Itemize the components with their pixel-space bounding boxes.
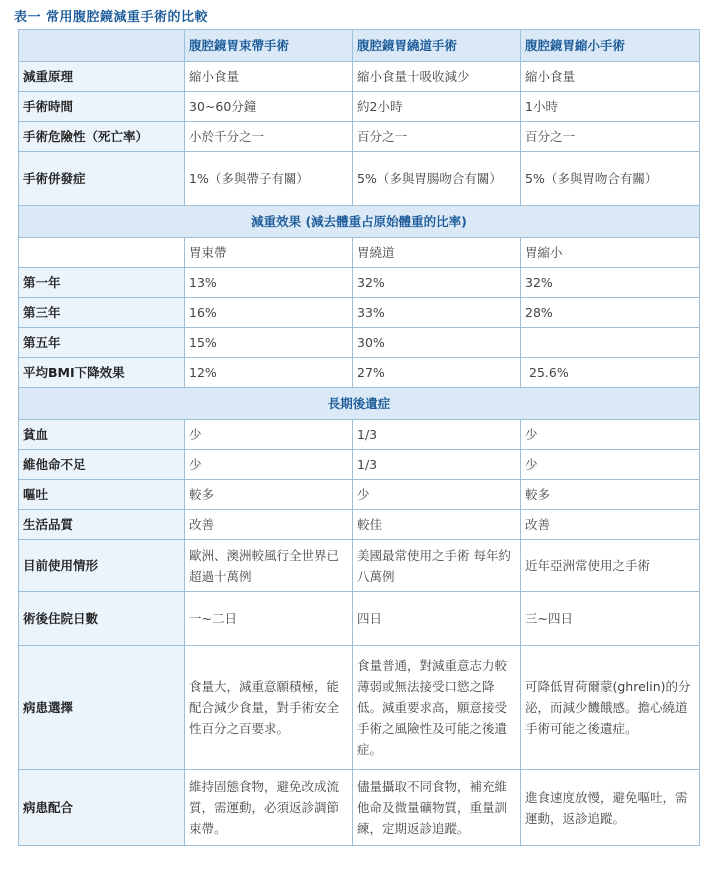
section-header-weight-loss — [19, 206, 700, 238]
row-label: 第五年 — [19, 328, 185, 358]
table-cell: 1/3 — [353, 420, 521, 450]
table-cell: 可降低胃荷爾蒙(ghrelin)的分泌，而減少饑餓感。擔心繞道手術可能之後遺症。 — [521, 646, 700, 770]
table-cell: 較多 — [185, 480, 353, 510]
table-cell: 食量普通，對減重意志力較薄弱或無法接受口慾之降低。減重要求高，願意接受手術之風險性及可能之後遺症。 — [353, 646, 521, 770]
table-row — [19, 92, 700, 122]
table-cell: 15% — [185, 328, 353, 358]
row-label: 手術時間 — [19, 92, 185, 122]
table-cell: 5%（多與胃吻合有關） — [521, 152, 700, 206]
header-corner — [19, 30, 185, 62]
table-cell: 食量大，減重意願積極，能配合減少食量，對手術安全性百分之百要求。 — [185, 646, 353, 770]
table-cell: 百分之一 — [353, 122, 521, 152]
table-row — [19, 268, 700, 298]
column-header-sleeve: 腹腔鏡胃縮小手術 — [521, 30, 700, 62]
table-cell: 30~60分鐘 — [185, 92, 353, 122]
section-title: 減重效果 (減去體重占原始體重的比率) — [19, 206, 700, 238]
row-label: 術後住院日數 — [19, 592, 185, 646]
table-row — [19, 238, 700, 268]
table-row — [19, 358, 700, 388]
row-label: 生活品質 — [19, 510, 185, 540]
table-row — [19, 646, 700, 770]
row-label: 病患選擇 — [19, 646, 185, 770]
table-cell: 少 — [521, 450, 700, 480]
table-row — [19, 770, 700, 846]
table-cell: 1/3 — [353, 450, 521, 480]
table-cell: 少 — [521, 420, 700, 450]
table-cell: 少 — [185, 420, 353, 450]
table-cell: 維持固態食物，避免改成流質，需運動，必須返診調節束帶。 — [185, 770, 353, 846]
table-cell: 三~四日 — [521, 592, 700, 646]
table-cell: 較佳 — [353, 510, 521, 540]
table-cell: 一~二日 — [185, 592, 353, 646]
table-cell: 歐洲、澳洲較風行全世界已超過十萬例 — [185, 540, 353, 592]
table-cell: 12% — [185, 358, 353, 388]
table-cell: 少 — [185, 450, 353, 480]
row-label: 減重原理 — [19, 62, 185, 92]
table-cell: 13% — [185, 268, 353, 298]
table-row — [19, 152, 700, 206]
table-row — [19, 450, 700, 480]
table-cell: 縮小食量 — [521, 62, 700, 92]
table-cell: 5%（多與胃腸吻合有關） — [353, 152, 521, 206]
table-cell: 33% — [353, 298, 521, 328]
table-row — [19, 592, 700, 646]
table-cell: 美國最常使用之手術 每年約八萬例 — [353, 540, 521, 592]
comparison-table — [18, 29, 700, 846]
table-row — [19, 328, 700, 358]
page-title: 表一 常用腹腔鏡減重手術的比較 — [14, 10, 209, 25]
table-cell: 32% — [353, 268, 521, 298]
table-cell: 儘量攝取不同食物，補充維他命及微量礦物質，重量訓練，定期返診追蹤。 — [353, 770, 521, 846]
section-header-long-term — [19, 388, 700, 420]
table-row — [19, 420, 700, 450]
row-label: 手術併發症 — [19, 152, 185, 206]
row-label: 病患配合 — [19, 770, 185, 846]
table-row — [19, 122, 700, 152]
table-cell: 少 — [353, 480, 521, 510]
table-cell: 1小時 — [521, 92, 700, 122]
row-label: 目前使用情形 — [19, 540, 185, 592]
table-cell: 近年亞洲常使用之手術 — [521, 540, 700, 592]
table-cell: 進食速度放慢，避免嘔吐，需運動，返診追蹤。 — [521, 770, 700, 846]
table-cell: 胃繞道 — [353, 238, 521, 268]
row-label: 嘔吐 — [19, 480, 185, 510]
column-header-bypass: 腹腔鏡胃繞道手術 — [353, 30, 521, 62]
table-cell — [521, 328, 700, 358]
table-cell: 32% — [521, 268, 700, 298]
table-cell: 16% — [185, 298, 353, 328]
table-row — [19, 480, 700, 510]
section-title: 長期後遺症 — [19, 388, 700, 420]
table-cell: 縮小食量十吸收減少 — [353, 62, 521, 92]
row-label: 手術危險性（死亡率） — [19, 122, 185, 152]
table-row — [19, 62, 700, 92]
row-label: 維他命不足 — [19, 450, 185, 480]
row-label: 第一年 — [19, 268, 185, 298]
table-cell: 25.6% — [521, 358, 700, 388]
table-header-row — [19, 30, 700, 62]
table-row — [19, 298, 700, 328]
table-cell: 小於千分之一 — [185, 122, 353, 152]
row-label: 平均BMI下降效果 — [19, 358, 185, 388]
row-label — [19, 238, 185, 268]
table-cell: 四日 — [353, 592, 521, 646]
table-cell: 縮小食量 — [185, 62, 353, 92]
table-row — [19, 510, 700, 540]
table-cell: 胃縮小 — [521, 238, 700, 268]
table-cell: 較多 — [521, 480, 700, 510]
row-label: 第三年 — [19, 298, 185, 328]
table-cell: 27% — [353, 358, 521, 388]
column-header-band: 腹腔鏡胃束帶手術 — [185, 30, 353, 62]
row-label: 貧血 — [19, 420, 185, 450]
table-cell: 改善 — [521, 510, 700, 540]
table-cell: 30% — [353, 328, 521, 358]
table-cell: 28% — [521, 298, 700, 328]
table-row — [19, 540, 700, 592]
table-cell: 1%（多與帶子有關） — [185, 152, 353, 206]
table-cell: 約2小時 — [353, 92, 521, 122]
table-cell: 百分之一 — [521, 122, 700, 152]
table-cell: 改善 — [185, 510, 353, 540]
table-cell: 胃束帶 — [185, 238, 353, 268]
